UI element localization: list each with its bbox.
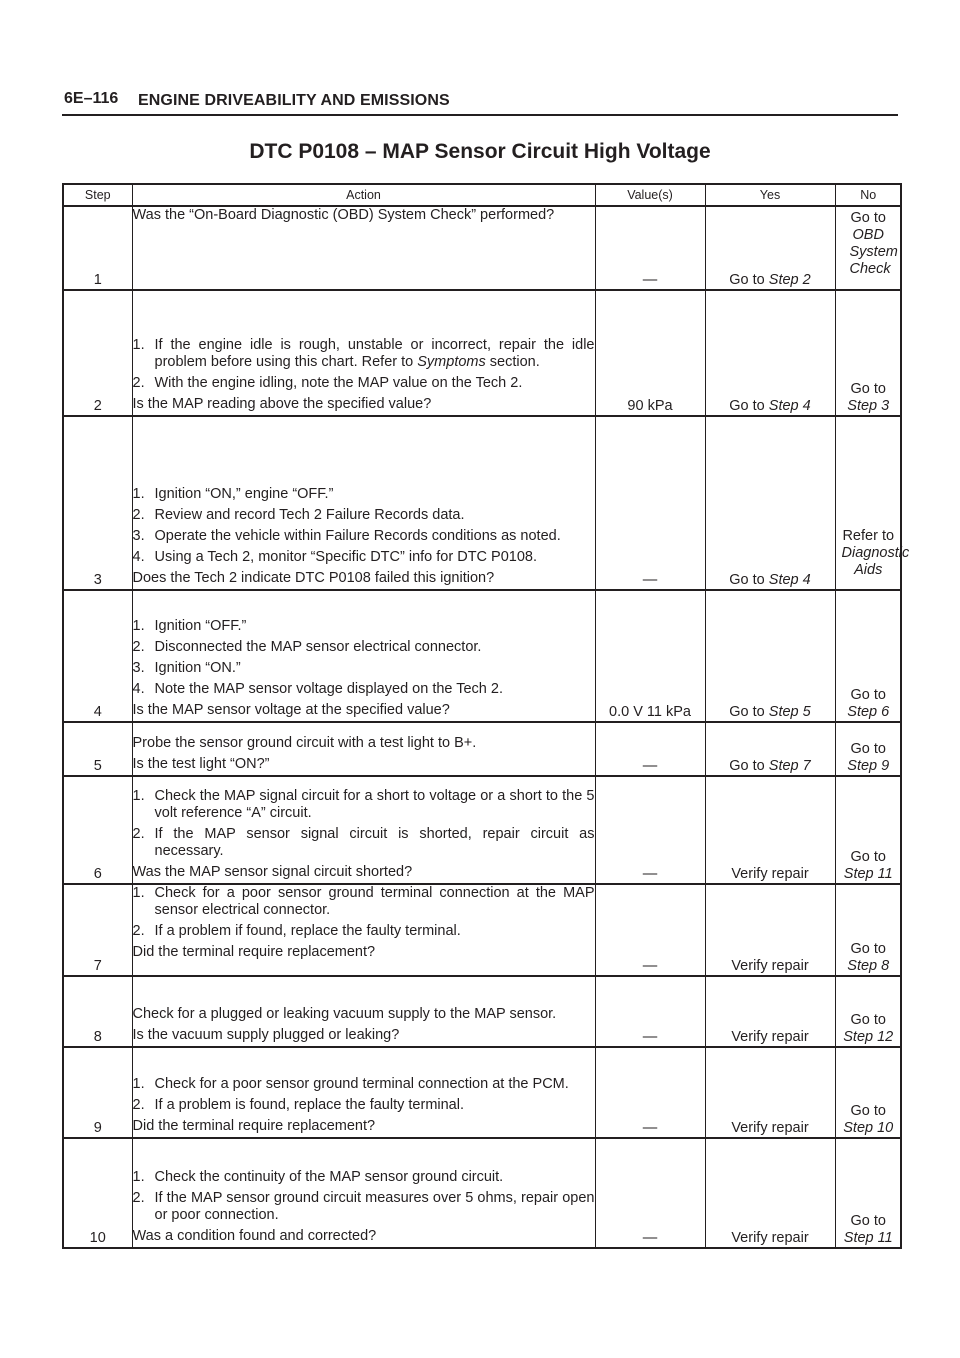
no-prefix: Go to: [850, 849, 886, 865]
action-item: [133, 549, 595, 566]
item-text: Check for a poor sensor ground terminal connection at the MAP sensor electrical connector.: [154, 885, 595, 918]
item-text: Ignition “ON,” engine “OFF.”: [154, 486, 334, 502]
action-cell: [132, 1138, 595, 1248]
action-item: [133, 826, 595, 860]
yes-cell: [705, 722, 835, 776]
value-cell: —: [595, 976, 705, 1047]
item-number: 2.: [132, 1190, 145, 1206]
section-ref: Symptoms: [417, 354, 486, 370]
page-number: 6E–116: [64, 90, 119, 107]
item-text: Operate the vehicle within Failure Records conditions as noted.: [154, 528, 561, 544]
action-item: [133, 1169, 595, 1186]
table-header-row: [63, 184, 901, 206]
item-number: 2.: [132, 375, 145, 391]
item-number: 1.: [132, 618, 145, 634]
no-prefix: Go to: [850, 1103, 886, 1119]
question-text: Was the MAP sensor signal circuit shorted?: [132, 864, 413, 880]
item-number: 2.: [132, 639, 145, 655]
no-prefix: Go to: [850, 1012, 886, 1028]
action-item: [133, 507, 595, 524]
value-cell: —: [595, 722, 705, 776]
yes-prefix: Go to: [729, 272, 769, 288]
header-rule: [62, 114, 898, 116]
column-header-step: Step: [63, 184, 132, 206]
item-text: Review and record Tech 2 Failure Records data.: [154, 507, 465, 523]
item-number: 1.: [132, 788, 145, 804]
no-prefix: Refer to: [842, 528, 895, 544]
no-step-ref: Step 11: [843, 866, 893, 882]
table-row: [63, 206, 901, 290]
item-text: If a problem if found, replace the faulty terminal.: [154, 923, 461, 939]
no-step-ref: Step 3: [847, 398, 890, 414]
item-number: 2.: [132, 507, 145, 523]
item-number: 4.: [132, 549, 145, 565]
yes-cell: Verify repair: [705, 884, 835, 976]
item-number: 2.: [132, 1097, 145, 1113]
value-cell: —: [595, 884, 705, 976]
value-cell: 90 kPa: [595, 290, 705, 416]
item-number: 4.: [132, 681, 145, 697]
action-item: [133, 1076, 595, 1093]
no-step-ref: Step 9: [847, 758, 890, 774]
step-number: 6: [63, 776, 132, 884]
yes-prefix: Go to: [729, 758, 769, 774]
question-text: Does the Tech 2 indicate DTC P0108 failed this ignition?: [132, 570, 495, 586]
action-item: [133, 486, 595, 503]
value-cell: —: [595, 206, 705, 290]
yes-cell: Verify repair: [705, 976, 835, 1047]
no-cell: [835, 976, 901, 1047]
step-number: 2: [63, 290, 132, 416]
item-number: 2.: [132, 923, 145, 939]
yes-prefix: Go to: [729, 398, 769, 414]
no-prefix: Go to: [850, 687, 886, 703]
item-text: Check the MAP signal circuit for a short to voltage or a short to the 5 volt reference “A” circuit.: [154, 788, 595, 821]
item-number: 1.: [132, 1169, 145, 1185]
yes-prefix: Go to: [729, 704, 769, 720]
value-cell: 0.0 V 11 kPa: [595, 590, 705, 722]
item-text: Check the continuity of the MAP sensor ground circuit.: [154, 1169, 504, 1185]
yes-step-ref: Step 7: [768, 758, 811, 774]
no-prefix: Go to: [850, 381, 886, 397]
item-text: Disconnected the MAP sensor electrical connector.: [154, 639, 482, 655]
no-cell: [835, 416, 910, 590]
no-cell: [835, 1138, 901, 1248]
item-text: section.: [485, 354, 540, 370]
no-step-ref: Step 8: [847, 958, 890, 974]
question-text: Is the vacuum supply plugged or leaking?: [132, 1027, 400, 1043]
action-item: [133, 528, 595, 545]
action-cell: [132, 722, 595, 776]
yes-step-ref: Step 4: [768, 398, 811, 414]
action-cell: [132, 976, 595, 1047]
step-number: 7: [63, 884, 132, 976]
item-text: If the MAP sensor signal circuit is shorted, repair circuit as necessary.: [154, 826, 595, 859]
table-row: [63, 416, 901, 590]
question-text: Did the terminal require replacement?: [132, 1118, 376, 1134]
action-item: [133, 1190, 595, 1224]
item-text: If the MAP sensor ground circuit measures over 5 ohms, repair open or poor connection.: [154, 1190, 595, 1223]
yes-cell: [705, 290, 835, 416]
action-cell: [132, 416, 595, 590]
yes-cell: Verify repair: [705, 1138, 835, 1248]
page-title: DTC P0108 – MAP Sensor Circuit High Voltage: [249, 140, 711, 163]
table-row: [63, 590, 901, 722]
no-cell: [835, 884, 901, 976]
action-cell: [132, 290, 595, 416]
item-text: Ignition “ON.”: [154, 660, 241, 676]
item-number: 3.: [132, 528, 145, 544]
action-item: [133, 1097, 595, 1114]
action-cell: [132, 884, 595, 976]
question-text: Did the terminal require replacement?: [132, 944, 376, 960]
value-cell: —: [595, 1047, 705, 1138]
no-cell: [835, 290, 901, 416]
question-text: Is the test light “ON?”: [132, 756, 270, 772]
question-text: Was a condition found and corrected?: [132, 1228, 377, 1244]
action-cell: [132, 1047, 595, 1138]
yes-cell: Verify repair: [705, 1047, 835, 1138]
step-number: 10: [63, 1138, 132, 1248]
table-row: [63, 1138, 901, 1248]
no-step-ref: Diagnostic Aids: [841, 545, 910, 578]
no-cell: [835, 1047, 901, 1138]
no-step-ref: OBD System Check: [849, 227, 898, 277]
step-number: 8: [63, 976, 132, 1047]
table-row: [63, 1047, 901, 1138]
yes-cell: [705, 590, 835, 722]
column-header-action: Action: [132, 184, 595, 206]
no-cell: [835, 206, 901, 290]
no-step-ref: Step 10: [843, 1120, 894, 1136]
item-number: 1.: [132, 1076, 145, 1092]
item-number: 2.: [132, 826, 145, 842]
step-number: 1: [63, 206, 132, 290]
action-item: [133, 375, 595, 392]
no-cell: [835, 590, 901, 722]
no-cell: [835, 776, 901, 884]
item-number: 1.: [132, 885, 145, 901]
column-header-no: No: [835, 184, 901, 206]
action-item: [133, 885, 595, 919]
column-header-values: Value(s): [595, 184, 705, 206]
question-text: Is the MAP sensor voltage at the specified value?: [132, 702, 450, 718]
table-row: [63, 722, 901, 776]
action-cell: [132, 776, 595, 884]
action-item: [133, 923, 595, 940]
action-item: [133, 618, 595, 635]
action-item: [133, 639, 595, 656]
value-cell: —: [595, 776, 705, 884]
item-text: If a problem is found, replace the faulty terminal.: [154, 1097, 464, 1113]
no-prefix: Go to: [850, 941, 886, 957]
no-step-ref: Step 6: [847, 704, 890, 720]
step-number: 4: [63, 590, 132, 722]
yes-step-ref: Step 4: [768, 572, 811, 588]
action-item: [133, 660, 595, 677]
table-row: [63, 884, 901, 976]
step-number: 9: [63, 1047, 132, 1138]
table-row: [63, 290, 901, 416]
action-text: Check for a plugged or leaking vacuum supply to the MAP sensor.: [132, 1006, 557, 1022]
yes-cell: Verify repair: [705, 776, 835, 884]
no-prefix: Go to: [850, 1213, 886, 1229]
item-text: Note the MAP sensor voltage displayed on the Tech 2.: [154, 681, 503, 697]
action-cell: [132, 206, 595, 290]
step-number: 3: [63, 416, 132, 590]
no-step-ref: Step 11: [843, 1230, 893, 1246]
action-cell: [132, 590, 595, 722]
action-item: [133, 681, 595, 698]
diagnostic-table: [62, 183, 910, 1249]
no-prefix: Go to: [850, 210, 886, 226]
value-cell: —: [595, 416, 705, 590]
value-cell: —: [595, 1138, 705, 1248]
item-text: With the engine idling, note the MAP value on the Tech 2.: [154, 375, 523, 391]
item-number: 3.: [132, 660, 145, 676]
yes-step-ref: Step 2: [768, 272, 811, 288]
section-title: ENGINE DRIVEABILITY AND EMISSIONS: [138, 92, 450, 109]
yes-prefix: Go to: [729, 572, 769, 588]
no-prefix: Go to: [850, 741, 886, 757]
question-text: Is the MAP reading above the specified value?: [132, 396, 432, 412]
yes-cell: [705, 416, 835, 590]
step-number: 5: [63, 722, 132, 776]
item-number: 1.: [132, 337, 145, 353]
column-header-yes: Yes: [705, 184, 835, 206]
table-row: [63, 776, 901, 884]
item-number: 1.: [132, 486, 145, 502]
item-text: Using a Tech 2, monitor “Specific DTC” info for DTC P0108.: [154, 549, 538, 565]
yes-cell: [705, 206, 835, 290]
yes-step-ref: Step 5: [768, 704, 811, 720]
action-text: Probe the sensor ground circuit with a test light to B+.: [132, 735, 477, 751]
action-item: [133, 337, 595, 371]
no-step-ref: Step 12: [843, 1029, 894, 1045]
action-item: [133, 788, 595, 822]
item-text: If the engine idle is rough, unstable or incorrect, repair the idle problem before using this chart. Refer to: [154, 337, 595, 370]
no-cell: [835, 722, 901, 776]
item-text: Ignition “OFF.”: [154, 618, 247, 634]
table-row: [63, 976, 901, 1047]
item-text: Check for a poor sensor ground terminal connection at the PCM.: [154, 1076, 569, 1092]
question-text: Was the “On-Board Diagnostic (OBD) System Check” performed?: [132, 207, 555, 223]
